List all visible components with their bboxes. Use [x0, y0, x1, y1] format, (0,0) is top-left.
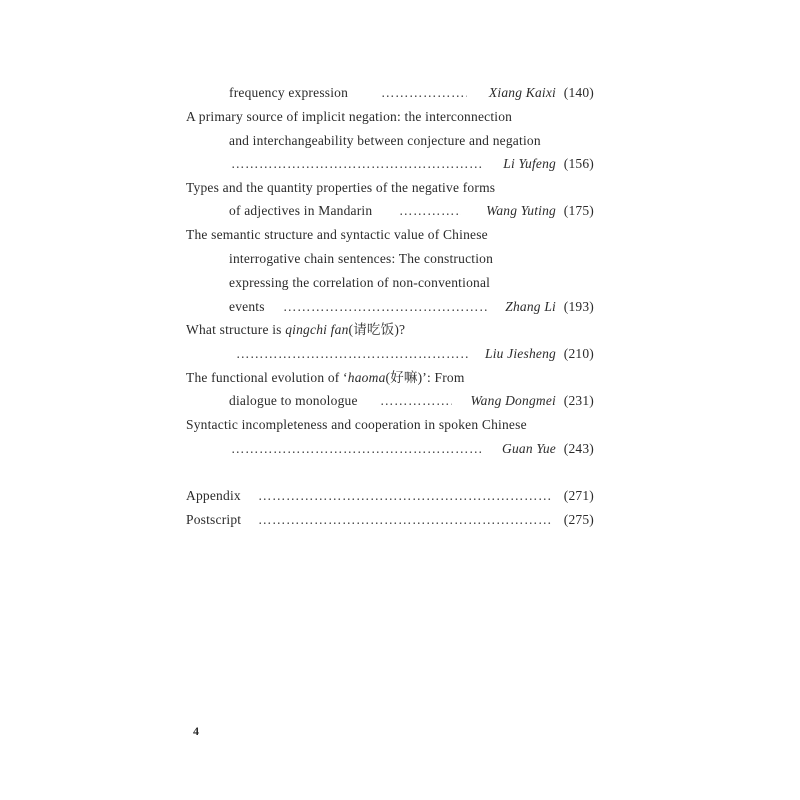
entry-title-line: events	[229, 299, 265, 314]
toc-entry	[0, 106, 800, 128]
entry-title-text: What structure is	[186, 322, 286, 337]
toc-entry-continued	[0, 130, 800, 152]
toc-entry	[0, 367, 800, 389]
dot-leader	[283, 296, 489, 318]
entry-page: (193)	[563, 299, 594, 314]
toc-entry	[0, 224, 800, 246]
entry-title-text: (好嘛)’: From	[385, 370, 465, 385]
toc-entry-continued	[0, 248, 800, 270]
entry-title-italic: haoma	[347, 370, 386, 385]
backmatter-page: (271)	[563, 488, 594, 503]
toc-backmatter-appendix	[0, 485, 800, 507]
entry-page: (231)	[563, 393, 594, 408]
entry-title-line: interrogative chain sentences: The construction	[229, 251, 494, 266]
entry-title-line: frequency expression	[229, 85, 349, 100]
entry-page: (175)	[563, 203, 594, 218]
toc-entry-continued	[0, 272, 800, 294]
entry-title-line	[186, 319, 405, 341]
entry-title-line: The semantic structure and syntactic value of Chinese	[186, 227, 488, 242]
backmatter-page: (275)	[563, 512, 594, 527]
dot-leader	[381, 82, 467, 104]
entry-author: Wang Dongmei	[470, 393, 556, 408]
entry-page: (243)	[563, 441, 594, 456]
entry-author: Guan Yue	[502, 441, 556, 456]
backmatter-label: Appendix	[186, 488, 241, 503]
entry-title-line: dialogue to monologue	[229, 393, 358, 408]
toc-entry-leader	[0, 343, 800, 365]
entry-title-line: and interchangeability between conjecture and negation	[229, 133, 541, 148]
toc-entry-continued	[0, 200, 800, 222]
entry-title-line	[186, 367, 465, 389]
page-number: 4	[193, 724, 199, 738]
toc-entry-continued	[0, 390, 800, 412]
entry-author: Liu Jiesheng	[484, 346, 556, 361]
entry-author: Xiang Kaixi	[488, 85, 556, 100]
entry-title-italic: qingchi fan	[285, 322, 349, 337]
entry-title-line: Syntactic incompleteness and cooperation in spoken Chinese	[186, 417, 527, 432]
entry-title-text: The functional evolution of ‘	[186, 370, 348, 385]
toc-entry	[0, 82, 800, 104]
entry-author: Zhang Li	[505, 299, 556, 314]
entry-title-line: expressing the correlation of non-conventional	[229, 275, 491, 290]
dot-leader	[258, 509, 552, 531]
dot-leader	[231, 438, 481, 460]
entry-page: (140)	[563, 85, 594, 100]
toc-entry-leader	[0, 153, 800, 175]
entry-title-line: of adjectives in Mandarin	[229, 203, 373, 218]
toc-entry	[0, 414, 800, 436]
entry-title-line: Types and the quantity properties of the negative forms	[186, 180, 496, 195]
entry-author: Wang Yuting	[486, 203, 556, 218]
dot-leader	[380, 390, 452, 412]
toc-entry-leader	[0, 438, 800, 460]
toc-backmatter-postscript	[0, 509, 800, 531]
entry-title-line: A primary source of implicit negation: the interconnection	[186, 109, 513, 124]
entry-title-text: (请吃饭)?	[348, 322, 406, 337]
entry-page: (210)	[563, 346, 594, 361]
toc-entry	[0, 319, 800, 341]
backmatter-label: Postscript	[186, 512, 242, 527]
entry-page: (156)	[563, 156, 594, 171]
toc-entry-continued	[0, 296, 800, 318]
dot-leader	[258, 485, 552, 507]
toc-entry	[0, 177, 800, 199]
dot-leader	[236, 343, 470, 365]
dot-leader	[399, 200, 461, 222]
entry-author: Li Yufeng	[503, 156, 556, 171]
dot-leader	[231, 153, 483, 175]
